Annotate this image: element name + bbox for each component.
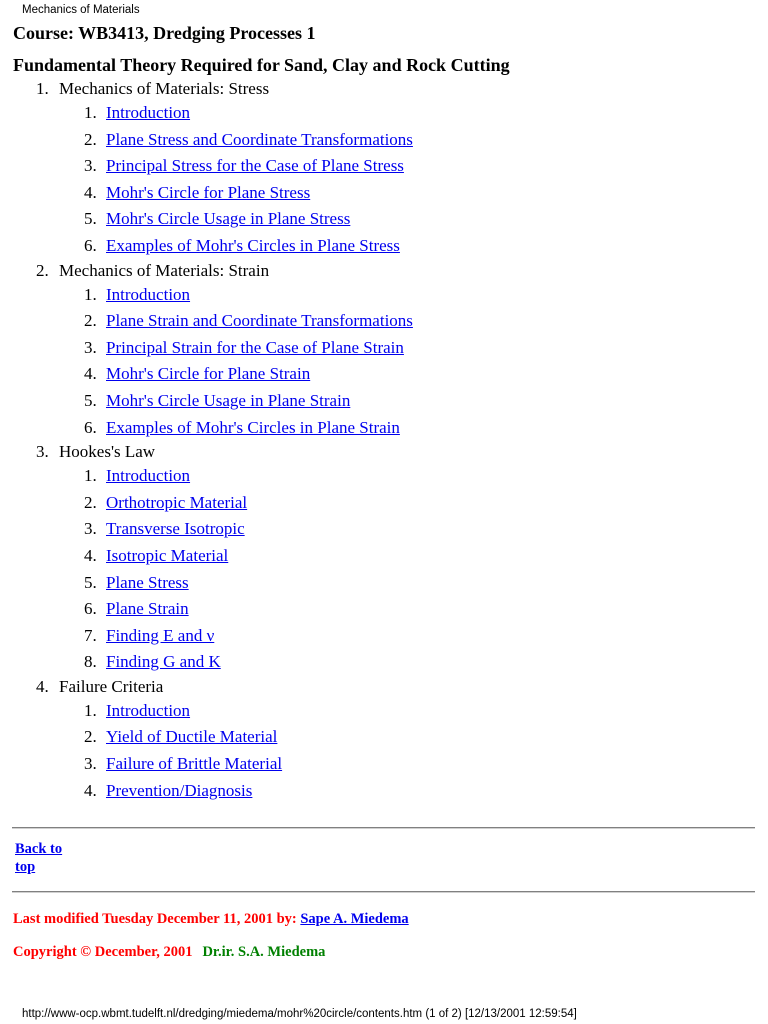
- section-heading: [0, 676, 768, 698]
- topic-list: [0, 100, 768, 260]
- topic-number: 1.: [84, 700, 97, 720]
- topic-item: [0, 751, 768, 778]
- section-title: Mechanics of Materials: Strain: [59, 260, 270, 280]
- back-to-top-link[interactable]: Back to top: [15, 841, 63, 875]
- section-number: 1.: [36, 79, 49, 98]
- topic-number: 6.: [84, 235, 97, 255]
- topic-link-mohrs-circle-strain[interactable]: Mohr's Circle for Plane Strain: [106, 364, 311, 384]
- divider: [12, 891, 755, 893]
- topic-number: 5.: [84, 390, 97, 410]
- topic-item: [0, 543, 768, 570]
- topic-link-examples-strain[interactable]: Examples of Mohr's Circles in Plane Strain: [106, 417, 400, 437]
- topic-link-introduction[interactable]: Introduction: [106, 700, 191, 720]
- topic-list: [0, 463, 768, 676]
- last-modified: [13, 910, 409, 928]
- topic-item: [0, 153, 768, 180]
- topic-link-finding-g-and-k[interactable]: Finding G and K: [106, 652, 221, 672]
- topic-number: 3.: [84, 519, 97, 539]
- topic-link-prevention-diagnosis[interactable]: Prevention/Diagnosis: [106, 780, 253, 800]
- contents-outline: [0, 78, 768, 804]
- topic-link-mohrs-circle-usage-strain[interactable]: Mohr's Circle Usage in Plane Strain: [106, 390, 351, 410]
- topic-number: 1.: [84, 466, 97, 486]
- topic-item: [0, 282, 768, 309]
- topic-number: 6.: [84, 599, 97, 619]
- topic-link-principal-strain[interactable]: Principal Strain for the Case of Plane Strain: [106, 337, 404, 357]
- topic-item: [0, 100, 768, 127]
- topic-link-mohrs-circle-stress[interactable]: Mohr's Circle for Plane Stress: [106, 182, 311, 202]
- section: [0, 260, 768, 442]
- topic-number: 4.: [84, 182, 97, 202]
- topic-number: 4.: [84, 364, 97, 384]
- topic-link-principal-stress[interactable]: Principal Stress for the Case of Plane Stress: [106, 156, 404, 176]
- topic-link-introduction[interactable]: Introduction: [106, 466, 191, 486]
- topic-number: 6.: [84, 417, 97, 437]
- copyright: [13, 943, 325, 961]
- topic-number: 7.: [84, 625, 97, 645]
- topic-number: 2.: [84, 311, 97, 331]
- topic-link-orthotropic-material[interactable]: Orthotropic Material: [106, 492, 248, 512]
- topic-list: [0, 282, 768, 442]
- topic-item: [0, 724, 768, 751]
- print-header: Mechanics of Materials: [22, 4, 140, 16]
- topic-link-plane-strain[interactable]: Plane Strain: [106, 599, 189, 619]
- topic-item: [0, 570, 768, 597]
- topic-item: [0, 127, 768, 154]
- topic-item: [0, 516, 768, 543]
- topic-number: 3.: [84, 337, 97, 357]
- author-link[interactable]: Sape A. Miedema: [300, 911, 409, 927]
- copyright-name: Dr.ir. S.A. Miedema: [202, 944, 326, 960]
- topic-item: [0, 388, 768, 415]
- topic-link-yield-ductile[interactable]: Yield of Ductile Material: [106, 727, 278, 747]
- topic-link-introduction[interactable]: Introduction: [106, 103, 191, 122]
- course-title: Course: WB3413, Dredging Processes 1: [13, 23, 316, 43]
- topic-item: [0, 490, 768, 517]
- topic-number: 5.: [84, 572, 97, 592]
- topic-item: [0, 415, 768, 442]
- topic-item: [0, 335, 768, 362]
- topic-item: [0, 623, 768, 650]
- section-title: Failure Criteria: [59, 676, 164, 696]
- divider: [12, 827, 755, 829]
- topic-number: 4.: [84, 545, 97, 565]
- topic-item: [0, 308, 768, 335]
- page-subtitle: Fundamental Theory Required for Sand, Clay and Rock Cutting: [13, 55, 510, 75]
- topic-item: [0, 180, 768, 207]
- topic-item: [0, 778, 768, 805]
- section-number: 2.: [36, 260, 49, 280]
- topic-number: 3.: [84, 754, 97, 774]
- topic-number: 2.: [84, 727, 97, 747]
- section-heading: [0, 78, 768, 100]
- topic-link-transverse-isotropic[interactable]: Transverse Isotropic: [106, 519, 245, 539]
- topic-item: [0, 361, 768, 388]
- topic-number: 1.: [84, 103, 97, 122]
- topic-item: [0, 463, 768, 490]
- last-modified-label: Last modified Tuesday December 11, 2001 by:: [13, 911, 297, 927]
- section-number: 4.: [36, 676, 49, 696]
- topic-number: 2.: [84, 492, 97, 512]
- topic-link-plane-strain-transformations[interactable]: Plane Strain and Coordinate Transformations: [106, 311, 413, 331]
- section-heading: [0, 260, 768, 282]
- topic-link-failure-brittle[interactable]: Failure of Brittle Material: [106, 754, 283, 774]
- topic-link-plane-stress-transformations[interactable]: Plane Stress and Coordinate Transformations: [106, 129, 413, 149]
- topic-link-mohrs-circle-usage-stress[interactable]: Mohr's Circle Usage in Plane Stress: [106, 209, 351, 229]
- topic-number: 5.: [84, 209, 97, 229]
- topic-link-isotropic-material[interactable]: Isotropic Material: [106, 545, 229, 565]
- topic-number: 1.: [84, 284, 97, 304]
- topic-item: [0, 649, 768, 676]
- topic-link-introduction[interactable]: Introduction: [106, 284, 191, 304]
- topic-item: [0, 206, 768, 233]
- topic-number: 3.: [84, 156, 97, 176]
- print-footer: http://www-ocp.wbmt.tudelft.nl/dredging/miedema/mohr%20circle/contents.htm (1 of 2) [12/13/2001 12:59:54]: [22, 1008, 577, 1020]
- topic-number: 4.: [84, 780, 97, 800]
- section-heading: [0, 441, 768, 463]
- topic-number: 8.: [84, 652, 97, 672]
- topic-item: [0, 596, 768, 623]
- topic-number: 2.: [84, 129, 97, 149]
- topic-link-finding-e-and-nu[interactable]: Finding E and ν: [106, 625, 215, 645]
- topic-item: [0, 698, 768, 725]
- section-title: Mechanics of Materials: Stress: [59, 79, 270, 98]
- topic-link-examples-stress[interactable]: Examples of Mohr's Circles in Plane Stress: [106, 235, 400, 255]
- section: [0, 78, 768, 260]
- section: [0, 441, 768, 676]
- topic-item: [0, 233, 768, 260]
- topic-list: [0, 698, 768, 804]
- topic-link-plane-stress[interactable]: Plane Stress: [106, 572, 189, 592]
- section-title: Hookes's Law: [59, 442, 156, 462]
- copyright-label: Copyright © December, 2001: [13, 944, 193, 960]
- section-number: 3.: [36, 442, 49, 462]
- section: [0, 676, 768, 804]
